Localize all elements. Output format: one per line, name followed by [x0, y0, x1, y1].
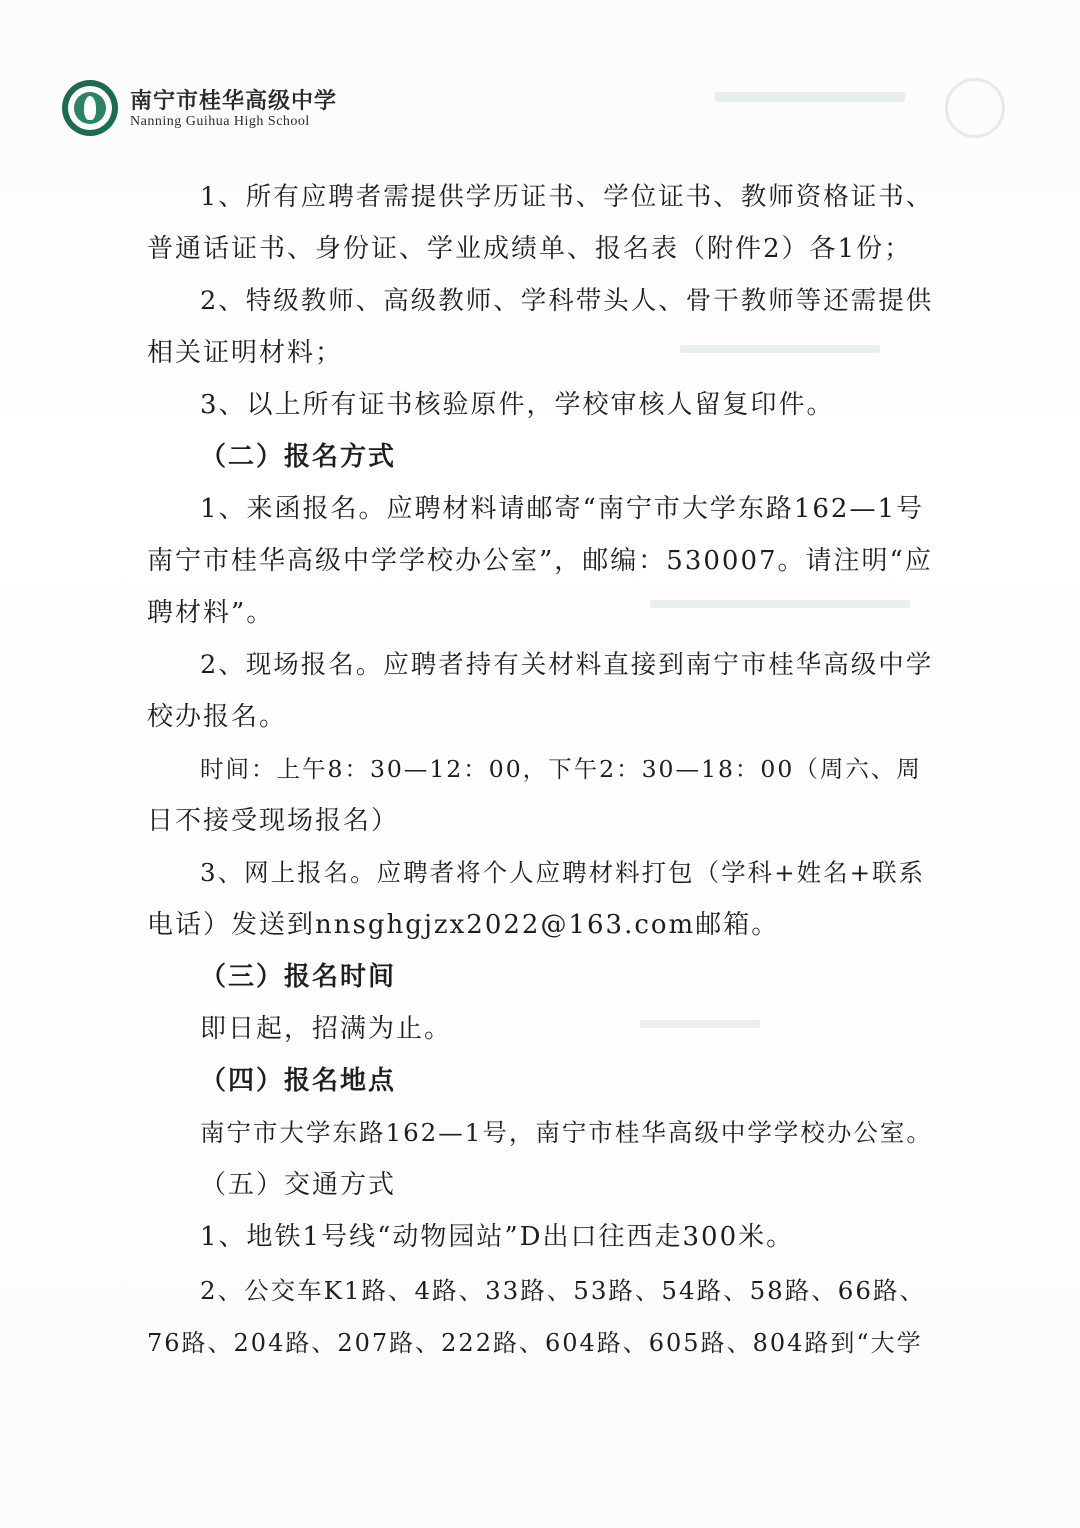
paragraph-line: 时间：上午8：30—12：00，下午2：30—18：00（周六、周	[200, 755, 922, 783]
paragraph-line: 普通话证书、身份证、学业成绩单、报名表（附件2）各1份；	[147, 234, 913, 264]
paragraph-line: 即日起，招满为止。	[200, 1014, 453, 1044]
paragraph-line: 76路、204路、207路、222路、604路、605路、804路到“大学	[147, 1329, 923, 1357]
school-name-en: Nanning Guihua High School	[130, 114, 310, 129]
paragraph-line: 相关证明材料；	[147, 338, 344, 368]
section-heading: （四）报名地点	[200, 1066, 397, 1096]
paragraph-line: 1、地铁1号线“动物园站”D出口往西走300米。	[200, 1222, 795, 1252]
paragraph-line: 校办报名。	[147, 702, 288, 732]
paragraph-line: 3、以上所有证书核验原件，学校审核人留复印件。	[200, 390, 835, 420]
bleed-through-mark	[640, 1020, 760, 1028]
paragraph-line: 电话）发送到nnsghgjzx2022@163.com邮箱。	[147, 910, 780, 940]
paragraph-line: 南宁市桂华高级中学学校办公室”，邮编：530007。请注明“应	[147, 546, 933, 576]
school-name-cn: 南宁市桂华高级中学	[130, 88, 338, 114]
paragraph-line: 2、现场报名。应聘者持有关材料直接到南宁市桂华高级中学	[200, 650, 934, 680]
letterhead	[62, 80, 402, 140]
school-logo-icon	[62, 80, 118, 136]
paragraph-line: 1、所有应聘者需提供学历证书、学位证书、教师资格证书、	[200, 182, 934, 212]
bleed-through-mark	[715, 92, 905, 102]
paragraph-line: 聘材料”。	[147, 598, 275, 628]
bleed-through-mark	[650, 600, 910, 608]
section-heading: （五）交通方式	[200, 1170, 397, 1200]
bleed-through-mark	[680, 345, 880, 353]
bleed-through-logo	[945, 78, 1005, 138]
paragraph-line: 日不接受现场报名）	[147, 806, 400, 836]
section-heading: （二）报名方式	[200, 442, 397, 472]
paragraph-line: 1、来函报名。应聘材料请邮寄“南宁市大学东路162—1号	[200, 494, 925, 524]
paragraph-line: 2、特级教师、高级教师、学科带头人、骨干教师等还需提供	[200, 286, 934, 316]
section-heading: （三）报名时间	[200, 962, 397, 992]
paragraph-line: 南宁市大学东路162—1号，南宁市桂华高级中学学校办公室。	[200, 1118, 933, 1147]
paragraph-line: 2、公交车K1路、4路、33路、53路、54路、58路、66路、	[200, 1276, 926, 1305]
paragraph-line: 3、网上报名。应聘者将个人应聘材料打包（学科+姓名+联系	[200, 858, 926, 887]
